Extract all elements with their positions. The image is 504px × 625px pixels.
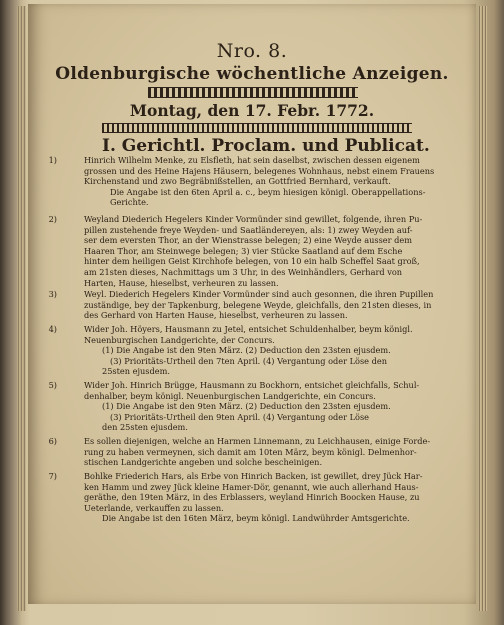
entry-line: Die Angabe ist den 16ten März, beym königl. Landwührder Amtsgerichte. xyxy=(102,513,410,524)
entry-line: denhalber, beym königl. Neuenburgischen Landgerichte, ein Concurs. xyxy=(84,390,376,401)
entry-line: rung zu haben vermeynen, sich damit am 10ten März, beym königl. Delmenhor- xyxy=(84,446,417,457)
entry-marker: 5) xyxy=(48,380,57,390)
entry-body xyxy=(84,436,448,468)
entry-line: Gerichte. xyxy=(110,197,149,208)
entry-marker: 4) xyxy=(48,324,57,334)
entry-line: (1) Die Angabe ist den 9ten März. (2) Deduction den 23sten ejusdem. xyxy=(102,401,391,412)
entry-marker: 2) xyxy=(48,214,57,224)
entry-line: Wider Joh. Hinrich Brügge, Hausmann zu Bockhorn, entsichet gleichfalls, Schul- xyxy=(84,380,420,390)
entry-line: Harten, Hause, hieselbst, verheuren zu lassen. xyxy=(84,277,279,288)
entry-line: Weyl. Diederich Hegelers Kinder Vormünder sind auch gesonnen, die ihren Pupillen xyxy=(84,289,434,299)
entry-line: pillen zustehende freye Weyden- und Saatländereyen, als: 1) zwey Weyden auf- xyxy=(84,224,413,235)
entry-line: Weyland Diederich Hegelers Kinder Vormünder sind gewillet, folgende, ihren Pu- xyxy=(84,214,423,224)
entry-marker: 7) xyxy=(48,471,57,481)
entry-line: zuständige, bey der Tapkenburg, belegene Weyde, gleichfalls, den 21sten dieses, in xyxy=(84,299,432,310)
entry-body xyxy=(84,289,448,321)
entry-line: Hinrich Wilhelm Menke, zu Elsfleth, hat sein daselbst, zwischen dessen eigenem xyxy=(84,155,420,165)
entry-line: geräthe, den 19ten März, in des Erblassers, weyland Hinrich Boocken Hause, zu xyxy=(84,492,420,503)
entry-body xyxy=(84,214,448,288)
section-title: I. Gerichtl. Proclam. und Publicat. xyxy=(102,136,430,156)
entry-line: am 21sten dieses, Nachmittags um 3 Uhr, in des Weinhändlers, Gerhard von xyxy=(84,266,403,277)
entry-line: Kirchenstand und zwo Begräbnißstellen, an Gottfried Bernhard, verkauft. xyxy=(84,176,391,187)
left-page-edges xyxy=(17,6,26,611)
entry-body xyxy=(84,380,448,433)
entry-line: Bohlke Friederich Hars, als Erbe von Hinrich Backen, ist gewillet, drey Jück Har- xyxy=(84,471,423,481)
ornament-rule-lower xyxy=(102,123,412,133)
masthead-title: Oldenburgische wöchentliche Anzeigen. xyxy=(55,64,449,84)
right-page-edges xyxy=(478,6,487,611)
entry-body xyxy=(84,324,448,377)
entry-line: 25sten ejusdem. xyxy=(102,366,170,377)
ornament-rule xyxy=(148,87,358,98)
entry-marker: 3) xyxy=(48,289,57,299)
issue-number: Nro. 8. xyxy=(216,40,288,62)
date-line: Montag, den 17. Febr. 1772. xyxy=(129,101,375,120)
newspaper-page xyxy=(28,4,476,604)
entry-line: hinter dem heiligen Geist Kirchhofe belegen, von 10 ein halb Scheffel Saat groß, xyxy=(84,256,420,267)
entry-marker: 1) xyxy=(48,155,57,165)
entry-line: Wider Joh. Höyers, Hausmann zu Jetel, entsichet Schuldenhalber, beym königl. xyxy=(84,324,413,334)
entry-line: des Gerhard von Harten Hause, hieselbst, verheuren zu lassen. xyxy=(84,310,348,321)
entry-line: Ueterlande, verkauffen zu lassen. xyxy=(84,502,224,513)
entry-line: Es sollen diejenigen, welche an Harmen Linnemann, zu Leichhausen, einige Forde- xyxy=(84,436,431,446)
entry-line: Neuenburgischen Landgerichte, der Concurs. xyxy=(84,334,275,345)
entry-line: stischen Landgerichte angeben und solche bescheinigen. xyxy=(84,457,323,468)
entry-line: Haaren Thor, am Steinwege belegen; 3) vier Stücke Saatland auf dem Esche xyxy=(84,245,403,256)
entry-line: ken Hamm und zwey Jück kleine Hamer-Dör, genannt, wie auch allerhand Haus- xyxy=(84,481,419,492)
entry-body xyxy=(84,155,448,208)
entry-body xyxy=(84,471,448,524)
entry-line: ser dem eversten Thor, an der Wienstrasse belegen; 2) eine Weyde ausser dem xyxy=(84,235,412,246)
entry-line: (3) Prioritäts-Urtheil den 9ten April. (4) Vergantung oder Löse xyxy=(110,411,370,422)
entry-line: Die Angabe ist den 6ten April a. c., beym hiesigen königl. Oberappellations- xyxy=(110,186,426,197)
entry-line: (1) Die Angabe ist den 9ten März. (2) Deduction den 23sten ejusdem. xyxy=(102,345,391,356)
entry-line: grossen und des Heine Hajens Häusern, belegenes Wohnhaus, nebst einem Frauens xyxy=(84,165,435,176)
entry-line: den 25sten ejusdem. xyxy=(102,422,188,433)
entry-marker: 6) xyxy=(48,436,57,446)
entry-line: (3) Prioritäts-Urtheil den 7ten April. (4) Vergantung oder Löse den xyxy=(110,355,387,366)
